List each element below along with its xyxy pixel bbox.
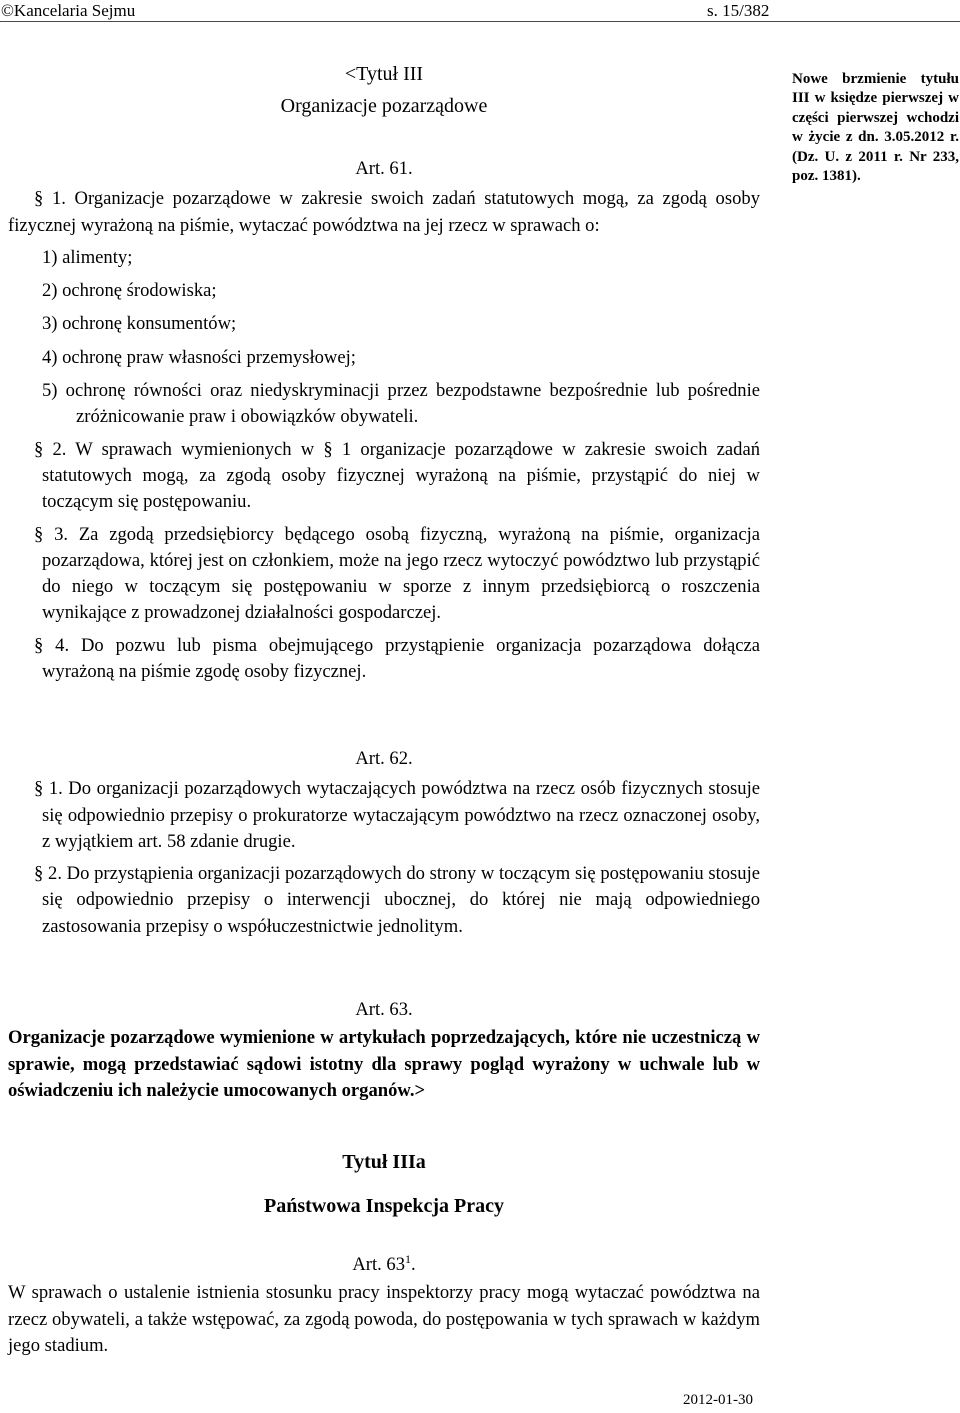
art61-s1: § 1. Organizacje pozarządowe w zakresie swoich zadań statutowych mogą, za zgodą osoby fizycznej wyrażoną na piśmie, wytaczać powództwa na jej rzecz w sprawach o: [8,188,760,236]
art61-item-4: 4) ochronę praw własności przemysłowej; [42,346,356,368]
art63-1-text: W sprawach o ustalenie istnienia stosunku pracy inspektorzy pracy mogą wytaczać powództwa na rzecz obywateli, a także wstępować, za zgodą powoda, do postępowania w tych sprawach w każdym jego stadium. [8,1282,760,1357]
margin-note: Nowe brzmienie tytułu III w księdze pierwszej w części pierwszej wchodzi w życie z dn. 3.05.2012 r. (Dz. U. z 2011 r. Nr 233, poz. 1381). [792,71,959,185]
art62-block [8,746,760,940]
title3a-name: Państwowa Inspekcja Pracy [264,1195,504,1217]
header-divider [0,21,960,22]
title3-number: <Tytuł III [344,63,424,85]
header-source: ©Kancelaria Sejmu [1,1,136,20]
art61-heading: Art. 61. [355,158,413,179]
title3a-block [8,1146,760,1222]
page-header [0,0,960,24]
art61-s4: § 4. Do pozwu lub pisma obejmującego przystąpienie organizacja pozarządowa dołącza wyrażoną na piśmie zgodę osoby fizycznej. [34,634,760,683]
art63-text: Organizacje pozarządowe wymienione w artykułach poprzedzających, które nie uczestniczą w sprawie, mogą przedstawiać sądowi istotny dla sprawy pogląd wyrażony w uchwale lub w oświadczeniu ich należycie umocowanych organów.> [8,1027,760,1101]
art62-heading: Art. 62. [355,748,413,769]
art61-item-3: 3) ochronę konsumentów; [42,313,237,335]
art62-s1: § 1. Do organizacji pozarządowych wytaczających powództwa na rzecz osób fizycznych stosuje się odpowiednio przepisy o prokuratorze wytaczającym powództwo na rzecz oznaczonej osoby, z wyjątkiem art. 58 zdanie drugie. [34,778,760,852]
art61-s3: § 3. Za zgodą przedsiębiorcy będącego osobą fizyczną, wyrażoną na piśmie, organizacja pozarządowa, której jest on członkiem, może na jego rzecz wytoczyć powództwo lub przystąpić do niego w toczącym się postępowaniu w sporze z innym przedsiębiorcą o roszczenia wynikające z prowadzonej działalności gospodarczej. [34,523,760,624]
art63-1-block [8,1246,760,1359]
art63-1-heading: Art. $63^1$. [352,1252,416,1276]
art63-heading: Art. 63. [355,999,413,1020]
art61-s2: § 2. W sprawach wymienionych w § 1 organizacje pozarządowe w zakresie swoich zadań statutowych mogą, za zgodą osoby fizycznej wyrażoną na piśmie, przystąpić do niej w toczącym się postępowaniu. [34,438,760,513]
art61-item-2: 2) ochronę środowiska; [42,280,217,302]
header-page-number: s. 15/382 [707,1,770,20]
art61-item-1: 1) alimenty; [42,246,133,268]
title3-name: Organizacje pozarządowe [280,95,488,117]
footer-date: 2012-01-30 [683,1392,753,1408]
main-content [8,58,760,685]
title3a-number: Tytuł IIIa [342,1151,426,1173]
art62-s2: § 2. Do przystąpienia organizacji pozarządowych do strony w toczącym się postępowaniu stosuje się odpowiednio przepisy o interwencji ubocznej, do której nie mają odpowiedniego zastosowania przepisy o współuczestnictwie jednolitym. [34,863,760,937]
art61-item-5: 5) ochronę równości oraz niedyskryminacji przez bezpodstawne bezpośrednie lub pośrednie zróżnicowanie praw i obowiązków obywateli. [42,380,760,428]
art63-block [8,997,760,1104]
